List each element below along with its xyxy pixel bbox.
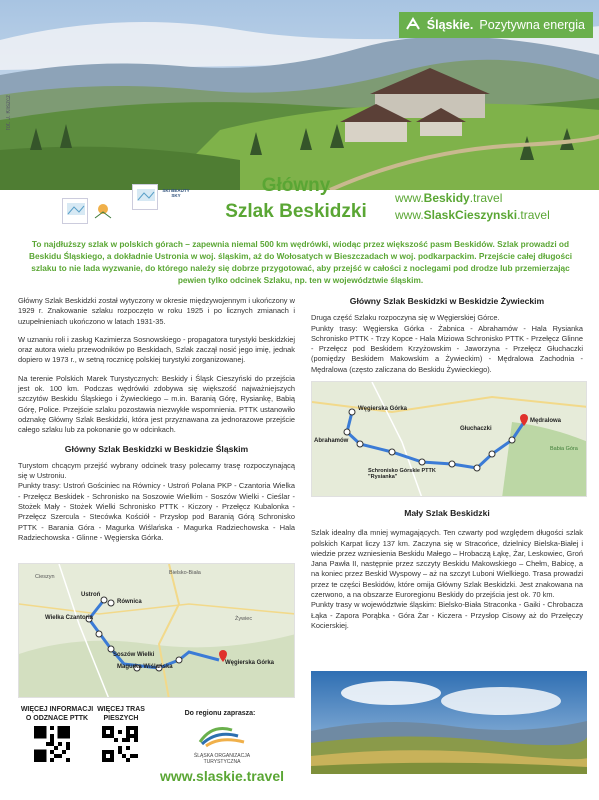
maly-szlak-route-points: Punkty trasy w województwie śląskim: Bielsko-Biała Straconka - Gaiki - Chrobacza Łąka - Zapora Porąbka - Góra Żar - Kiczera - Przysłop Cisowy aż do Przełęczy Kocierskiej. — [311, 600, 583, 630]
history-paragraph: Główny Szlak Beskidzki został wytyczony w okresie międzywojennym i ukończony w 1929 r. Znakowanie szlaku rozpoczęto w roku 1925 i po licznych zmianach i uzupełnieniach ukończono w latach 1931-35. — [18, 296, 295, 326]
map2-label-rysianka: Schronisko Górskie PTTK "Rysianka" — [368, 468, 436, 480]
section-heading-maly-szlak: Mały Szlak Beskidzki — [404, 508, 490, 518]
left-column — [18, 296, 295, 551]
right-column — [311, 296, 583, 383]
map-label-ustron: Ustroń — [81, 592, 101, 598]
beskidy-logo-2 — [132, 184, 158, 210]
section-heading-zywiecki: Główny Szlak Beskidzki w Beskidzie Żywieckim — [349, 296, 545, 306]
sot-logo-text: ŚLĄSKA ORGANIZACJA TURYSTYCZNA — [193, 753, 251, 765]
map2-label-gluchaczki: Głuchaczki — [460, 426, 492, 432]
link-slask-cieszynski[interactable]: www.SlaskCieszynski.travel — [395, 208, 550, 222]
mountain-photo-bottom — [311, 671, 587, 774]
qr-code-odznaka[interactable] — [34, 726, 70, 762]
title-line-2: Szlak Beskidzki — [225, 201, 367, 222]
page-title — [206, 173, 386, 225]
intro-paragraph: To najdłuższy szlak w polskich górach – zapewnia niemal 500 km wędrówki, wiodąc przez większość pasm Beskidów. Szlak prowadzi od Beskidu Śląskiego, a dokładnie Ustronia w woj. śląskim, aż do Wołosatych w Bieszczadach w woj. podkarpackim. Przejście całej długości szlaku to nie lada wyzwanie, do którego należy się dobrze przygotować, aby przejść w całości z noclegami pod drodze lub przemierzając pewien tylko odcinek Szlaku, np. ten w województwie śląskim. — [28, 239, 572, 285]
hero-photo — [0, 0, 599, 190]
photo-credit: fot. J. Kliszcz — [6, 95, 12, 131]
sosnowski-paragraph: W uznaniu roli i zasług Kazimierza Sosnowskiego - propagatora turystyki beskidzkiej oraz autora wielu przewodników po Beskidach, Szlak zaczął nosić jego imię, jednak dopiero w 1973 r., w setną rocznicę polskiej turystyki zorganizowanej. — [18, 334, 295, 365]
website-links — [395, 190, 550, 224]
title-block — [0, 168, 599, 230]
info-trasy-label: WIĘCEJ TRAS PIESZYCH — [97, 706, 145, 722]
zywiecki-intro: Druga część Szlaku rozpoczyna się w Węgierskiej Górce. — [311, 313, 500, 323]
map-label-cieszyn: Cieszyn — [35, 574, 55, 580]
link-beskidy[interactable]: www.Beskidy.travel — [395, 191, 503, 205]
map2-label-medralowa: Mędralowa — [530, 418, 562, 424]
invite-label: Do regionu zaprasza: — [184, 710, 256, 717]
map-label-magurka: Magurka Wiślańska — [117, 664, 173, 670]
map-label-zywiec: Żywiec — [235, 616, 253, 622]
right-column-lower — [311, 505, 583, 639]
map-label-bielsko: Bielsko-Biała — [169, 570, 201, 576]
ski-beauty-sky-logo: SKI BEAUTY SKY — [162, 188, 190, 198]
map2-label-wegierska: Węgierska Górka — [358, 406, 408, 412]
slaski-route-points: Punkty trasy: Ustroń Gościniec na Równicy - Ustroń Polana PKP - Czantoria Wielka - Przełęcz Beskidek - Schronisko na Soszowie Wielkim - Soszów Wielki - Cieślar - Stożek Mały - Stożek Wielki Schronisko PTTK - Kiczory - Przełęcz Kubalonka - Przełęcz Szercula - Stecówka Kościół - Przysłop pod Baranią Górą Schronisko PTTK - Barania Góra - Magurka Wiślańska - Magurka Radziechowska - Hala Radziechowska - Glinne - Węgierska Górka. — [18, 481, 295, 542]
brand-name: Śląskie. — [426, 18, 474, 32]
zywiecki-route-points: Punkty trasy: Węgierska Górka - Żabnica - Abrahamów - Hala Rysianka Schronisko PTTK - Trzy Kopce - Hala Miziowa Schronisko PTTK - Przełęcz Glinne - Przełęcz pod Beskidem Krzyżowskim - Jaworzyna - Przełęcz Głuchaczki (pomiędzy Beskidem Makowskim a Żywieckim) - Mędralowa Zachodnia - Mędralowa (często zaliczana do Beskidu Żywieckiego). — [311, 323, 583, 374]
cieszyn-logo — [92, 198, 114, 224]
map2-label-babia-gora: Babia Góra — [550, 446, 578, 452]
map-label-soszow: Soszów Wielki — [113, 652, 155, 658]
map-label-czantoria: Wielka Czantoria — [45, 615, 93, 621]
section-heading-slaski: Główny Szlak Beskidzki w Beskidzie Śląskim — [64, 443, 249, 454]
brand-slogan: Pozytywna energia — [479, 18, 585, 32]
map-label-rownica: Równica — [117, 599, 142, 605]
maly-szlak-description: Szlak idealny dla mniej wymagających. Ten czwarty pod względem długości szlak polskich Karpat liczy 137 km. Zaczyna się w Stracońce, dzielnicy Bielska-Białej i wiedzie przez wzniesienia Beskidu Małego – Hrobaczą Łąkę, Żar, Leskowiec, Groń Jana Pawła II, następnie przez szczyty Beskidu Makowskiego – Chełm, Babicę, a na koniec przez Beskid Wyspowy – aż na szczyt Luboni Wielkiego. Trasa prowadzi przez te części Beskidów, które omija Główny Szlak Beskidzki. Jest znakowana na czerwono, a na obszarze Euroregionu Beskidy do przejścia jest ok. 70 km. — [311, 528, 583, 600]
slaski-intro: Turystom chcącym przejść wybrany odcinek trasy polecamy trasę rozpoczynającą się w Ustroniu. — [18, 460, 295, 481]
slaskie-brand-badge — [399, 12, 593, 38]
brands-paragraph: Na terenie Polskich Marek Turystycznych: Beskidy i Śląsk Cieszyński do przejścia jest ok. 100 km. Podczas wędrówki zdobywa się większość najważniejszych szczytów Beskidu Śląskiego i Żywieckiego – m.in. Baranią Górę, Rysiankę, Babią Górę, Police. Przejście szlaku pozostawia niezwykłe wspomnienia. PTTK ustanowiło odznakę Główny Szlak Beskidzki, która jest przyznawana za jednorazowe przejście całego szlaku lub za pokonanie go w odcinkach. — [18, 373, 295, 435]
map-label-wegierska: Węgierska Górka — [225, 660, 275, 666]
slaskie-logo-icon — [405, 17, 421, 34]
title-line-1: Główny — [261, 175, 331, 196]
footer-website-link[interactable]: www.slaskie.travel — [160, 768, 284, 784]
sot-logo — [192, 722, 252, 765]
map2-label-abrahamow: Abrahamów — [314, 438, 349, 444]
map-beskid-slaski — [18, 563, 295, 698]
qr-code-trasy[interactable] — [102, 726, 138, 762]
info-odznaka-label: WIĘCEJ INFORMACJI O ODZNACE PTTK — [20, 706, 94, 722]
map-beskid-zywiecki — [311, 381, 587, 497]
beskidy-logo — [62, 198, 88, 224]
